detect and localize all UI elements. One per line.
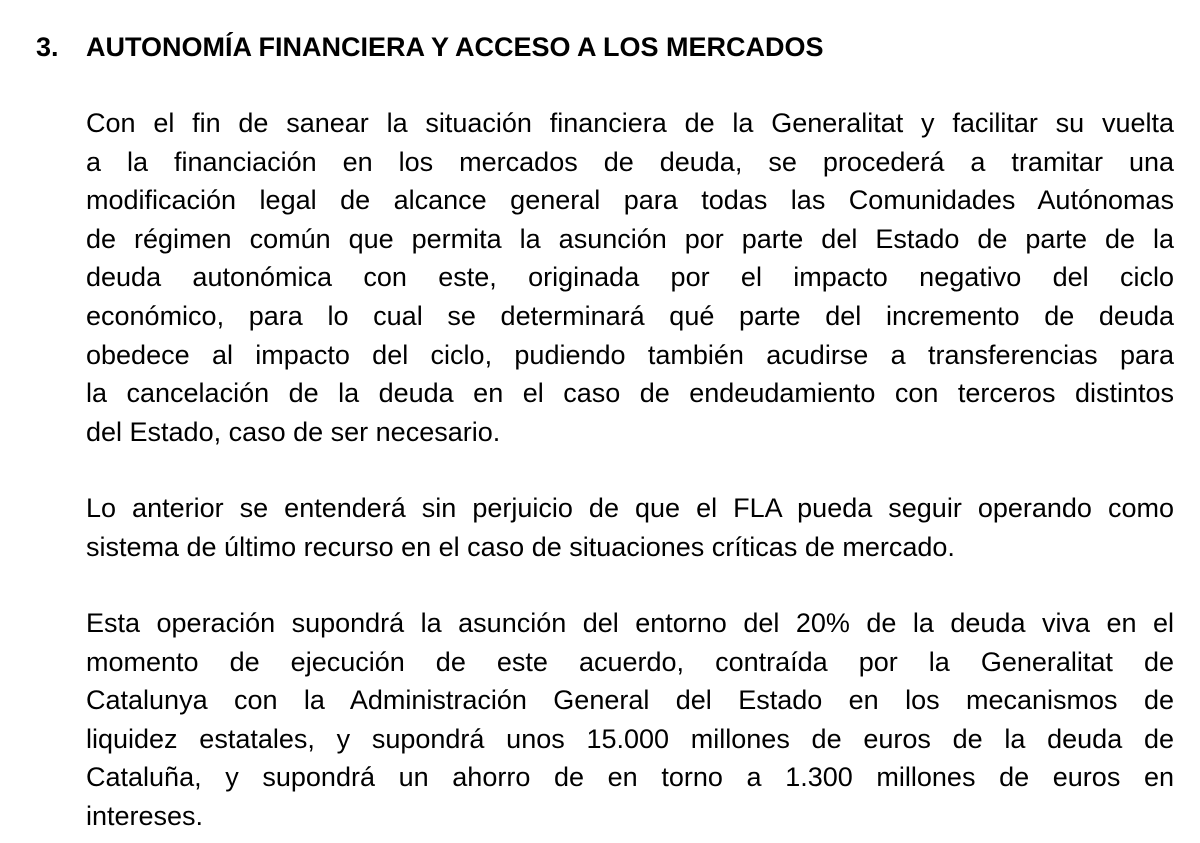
paragraph-3 bbox=[86, 604, 1174, 836]
text-line: deuda autonómica con este, originada por el impacto negativo del ciclo bbox=[86, 262, 1174, 293]
text-line: intereses. bbox=[86, 800, 204, 831]
text-line: Lo anterior se entenderá sin perjuicio de que el FLA pueda seguir operando como bbox=[86, 493, 1174, 523]
text-line: la cancelación de la deuda en el caso de endeudamiento con terceros distintos bbox=[86, 378, 1174, 409]
text-line: del Estado, caso de ser necesario. bbox=[86, 416, 501, 447]
text-line: modificación legal de alcance general para todas las Comunidades Autónomas bbox=[86, 185, 1174, 216]
paragraph-1 bbox=[86, 104, 1174, 451]
text-line: a la financiación en los mercados de deuda, se procederá a tramitar una bbox=[86, 146, 1174, 177]
paragraph-2 bbox=[86, 489, 1174, 566]
text-line: Con el fin de sanear la situación financiera de la Generalitat y facilitar su vuelta bbox=[86, 108, 1174, 138]
text-line: Cataluña, y supondrá un ahorro de en torno a 1.300 millones de euros en bbox=[86, 762, 1174, 793]
text-line: liquidez estatales, y supondrá unos 15.000 millones de euros de la deuda de bbox=[86, 723, 1174, 754]
text-line: económico, para lo cual se determinará qué parte del incremento de deuda bbox=[86, 300, 1174, 331]
section-title: AUTONOMÍA FINANCIERA Y ACCESO A LOS MERCADOS bbox=[86, 32, 824, 62]
text-line: Esta operación supondrá la asunción del entorno del 20% de la deuda viva en el bbox=[86, 608, 1174, 638]
text-line: sistema de último recurso en el caso de situaciones críticas de mercado. bbox=[86, 531, 955, 562]
text-line: momento de ejecución de este acuerdo, contraída por la Generalitat de bbox=[86, 646, 1174, 677]
text-line: de régimen común que permita la asunción por parte del Estado de parte de la bbox=[86, 223, 1174, 254]
text-line: obedece al impacto del ciclo, pudiendo también acudirse a transferencias para bbox=[86, 339, 1174, 370]
section-heading bbox=[36, 28, 824, 66]
section-number: 3. bbox=[36, 32, 59, 62]
text-line: Catalunya con la Administración General del Estado en los mecanismos de bbox=[86, 685, 1174, 716]
